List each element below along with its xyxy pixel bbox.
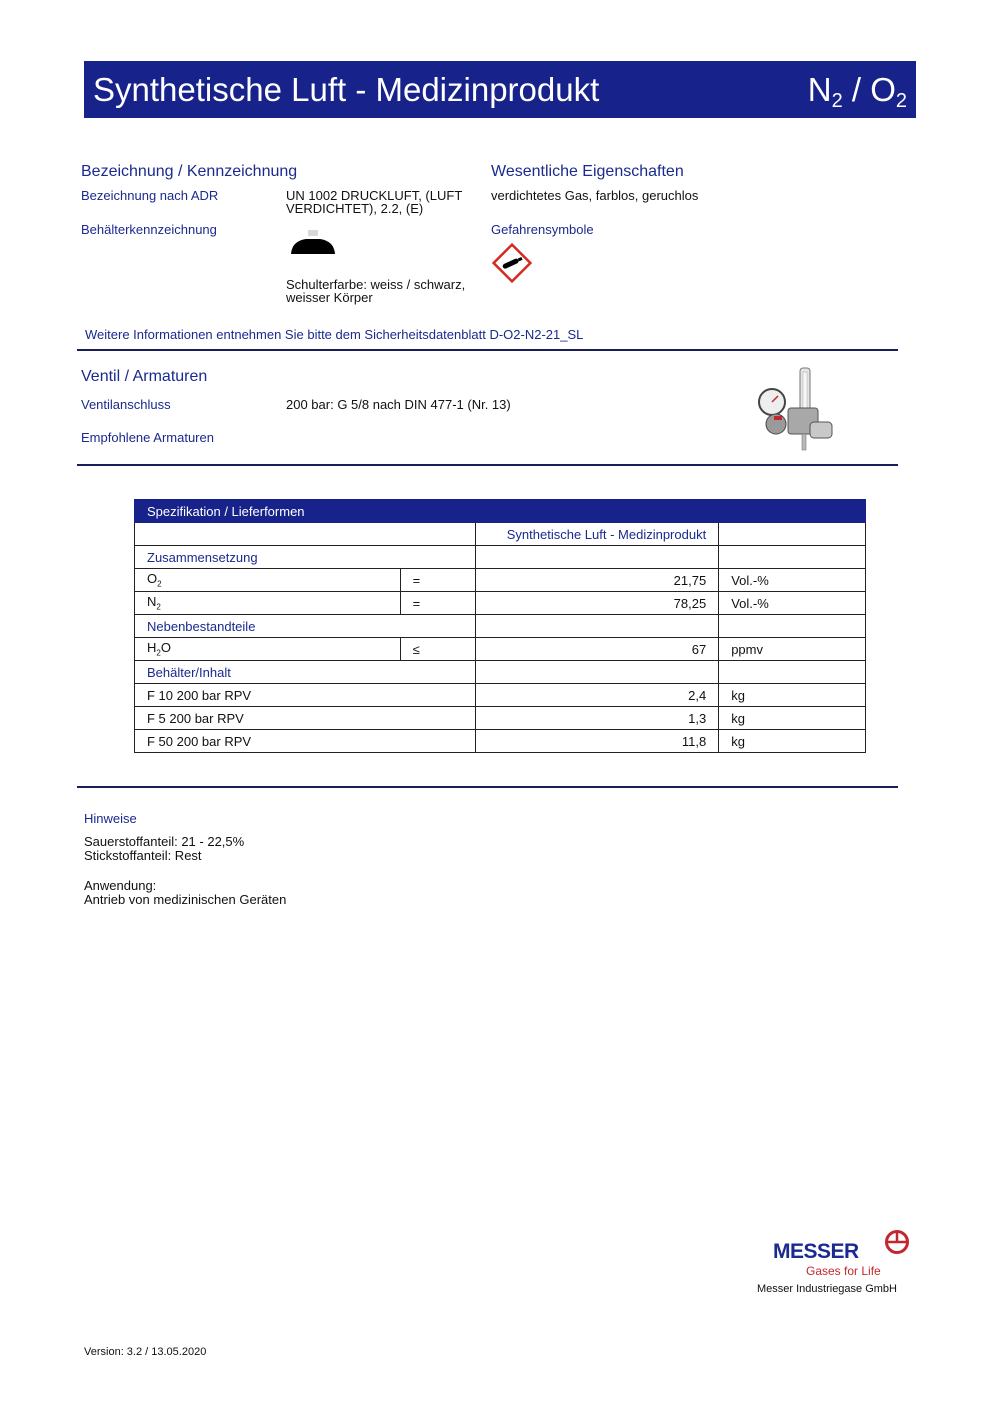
container-label: Behälterkennzeichnung — [81, 222, 217, 237]
version-info: Version: 3.2 / 13.05.2020 — [84, 1346, 207, 1358]
properties-value: verdichtetes Gas, farblos, geruchlos — [491, 188, 699, 203]
adr-label: Bezeichnung nach ADR — [81, 188, 219, 203]
divider — [77, 786, 898, 788]
spec-table-title: Spezifikation / Lieferformen — [135, 500, 866, 523]
container-value: 1,3 — [475, 707, 719, 730]
title-bar — [84, 61, 916, 118]
cylinder-shoulder-icon — [288, 228, 338, 276]
container-name: F 5 200 bar RPV — [135, 707, 476, 730]
containers-heading: Behälter/Inhalt — [135, 661, 476, 684]
spec-table-header — [135, 500, 866, 523]
spec-table — [134, 499, 866, 753]
valve-connection-label: Ventilanschluss — [81, 397, 171, 412]
brand-tagline: Gases for Life — [806, 1264, 881, 1278]
brand-logo: MESSER — [773, 1240, 859, 1263]
container-unit: kg — [719, 707, 866, 730]
notes-heading: Hinweise — [84, 811, 137, 826]
container-name: F 50 200 bar RPV — [135, 730, 476, 753]
chemical-formula: $N_2 / O_2$ — [807, 71, 907, 112]
table-row — [135, 707, 866, 730]
identification-heading: Bezeichnung / Kennzeichnung — [81, 163, 298, 180]
page-title: Synthetische Luft - Medizinprodukt — [93, 71, 600, 108]
table-row — [135, 684, 866, 707]
component-value: 67 — [475, 638, 719, 661]
sds-note: Weitere Informationen entnehmen Sie bitte dem Sicherheitsdatenblatt D-O2-N2-21_SL — [85, 327, 584, 342]
fittings-label: Empfohlene Armaturen — [81, 430, 214, 445]
container-value: 2,4 — [475, 684, 719, 707]
component-unit: Vol.-% — [719, 569, 866, 592]
table-row — [135, 638, 866, 661]
gas-cylinder-ghs-icon — [491, 242, 533, 284]
valve-connection-value: 200 bar: G 5/8 nach DIN 477-1 (Nr. 13) — [286, 397, 511, 412]
table-row — [135, 661, 866, 684]
table-row — [135, 569, 866, 592]
regulator-image — [752, 364, 844, 454]
operator: = — [400, 569, 475, 592]
component-name: $H_2O$ — [135, 638, 401, 661]
operator: = — [400, 592, 475, 615]
notes-body: Sauerstoffanteil: 21 - 22,5% Stickstoffanteil: Rest Anwendung: Antrieb von medizinischen Geräten — [84, 834, 287, 907]
messer-logo-icon — [884, 1229, 910, 1255]
composition-heading: Zusammensetzung — [135, 546, 476, 569]
container-unit: kg — [719, 684, 866, 707]
valve-heading: Ventil / Armaturen — [81, 368, 208, 385]
component-unit: ppmv — [719, 638, 866, 661]
shoulder-color-text: Schulterfarbe: weiss / schwarz, weisser Körper — [286, 277, 466, 305]
properties-heading: Wesentliche Eigenschaften — [491, 163, 684, 180]
table-row — [135, 730, 866, 753]
hazard-label: Gefahrensymbole — [491, 222, 594, 237]
container-name: F 10 200 bar RPV — [135, 684, 476, 707]
component-unit: Vol.-% — [719, 592, 866, 615]
container-value: 11,8 — [475, 730, 719, 753]
component-value: 78,25 — [475, 592, 719, 615]
table-row — [135, 592, 866, 615]
divider — [77, 349, 898, 351]
component-value: 21,75 — [475, 569, 719, 592]
table-row — [135, 546, 866, 569]
table-row — [135, 523, 866, 546]
table-row — [135, 615, 866, 638]
divider — [77, 464, 898, 466]
component-name: $O_2$ — [135, 569, 401, 592]
company-name: Messer Industriegase GmbH — [757, 1283, 897, 1295]
product-column-header: Synthetische Luft - Medizinprodukt — [475, 523, 719, 546]
impurities-heading: Nebenbestandteile — [135, 615, 476, 638]
component-name: $N_2$ — [135, 592, 401, 615]
operator: ≤ — [400, 638, 475, 661]
adr-value: UN 1002 DRUCKLUFT, (LUFT VERDICHTET), 2.2, (E) — [286, 188, 463, 216]
container-unit: kg — [719, 730, 866, 753]
